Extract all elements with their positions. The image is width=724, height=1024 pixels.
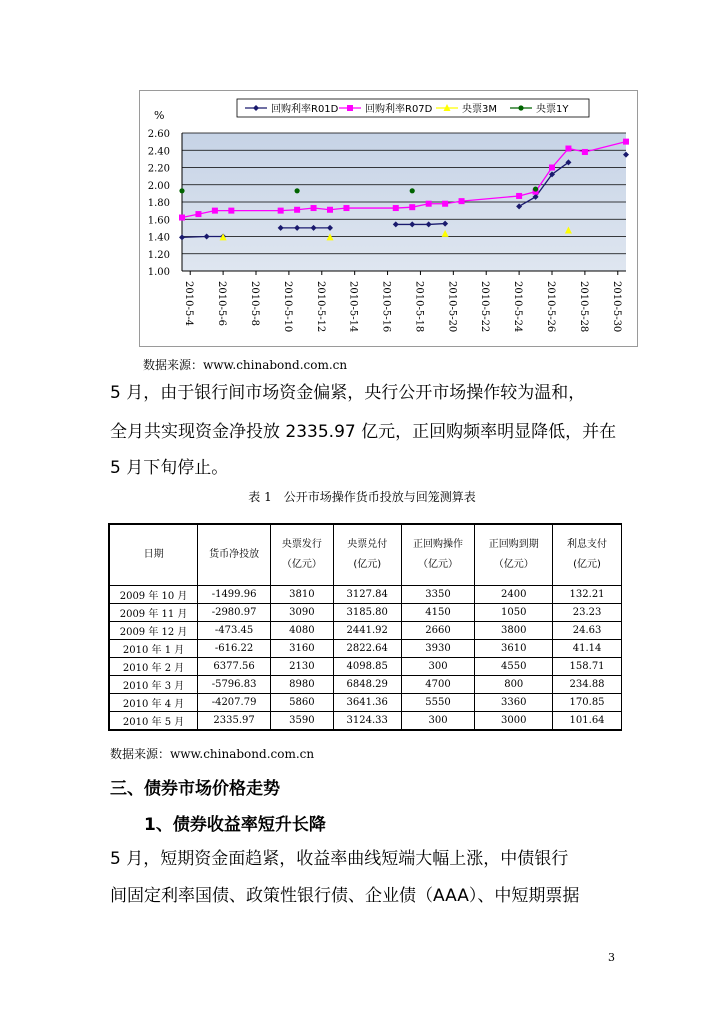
- y-tick-label: 1.00: [147, 267, 170, 278]
- para1-line3: 5 月下旬停止。: [110, 458, 229, 478]
- header-repo-operation: 正回购操作 （亿元）: [401, 524, 475, 586]
- legend-label: 央票3M: [462, 104, 497, 115]
- table-cell: 8980: [271, 676, 334, 694]
- page-number: 3: [608, 951, 615, 964]
- table-cell: 3641.36: [333, 694, 401, 712]
- table-cell: -473.45: [198, 622, 271, 640]
- operations-table: [108, 523, 622, 731]
- para2-line2: 间固定利率国债、政策性银行债、企业债（AAA）、中短期票据: [110, 886, 580, 906]
- data-point: [179, 188, 184, 193]
- table-cell: 4080: [271, 622, 334, 640]
- data-point: [311, 205, 317, 211]
- para2-line1: 5 月，短期资金面趋紧，收益率曲线短端大幅上涨，中债银行: [110, 849, 569, 869]
- data-point: [179, 215, 185, 221]
- table-cell: 2010 年 1 月: [109, 640, 198, 658]
- table-cell: 4700: [401, 676, 475, 694]
- table-cell: 3610: [475, 640, 553, 658]
- y-tick-label: 2.40: [147, 146, 170, 158]
- table-cell: 4098.85: [333, 658, 401, 676]
- x-tick-label: 2010-5-6: [216, 281, 228, 326]
- y-unit-label: %: [154, 109, 165, 122]
- data-point: [409, 204, 415, 210]
- legend-label: 央票1Y: [536, 104, 569, 115]
- header-net-injection: 货币净投放: [198, 524, 271, 586]
- chart-source: 数据来源：www.chinabond.com.cn: [143, 358, 348, 372]
- table-cell: 2010 年 2 月: [109, 658, 198, 676]
- data-point: [549, 165, 555, 171]
- x-tick-label: 2010-5-8: [249, 281, 260, 326]
- data-point: [212, 208, 218, 214]
- table-cell: 3185.80: [333, 604, 401, 622]
- data-point: [294, 207, 300, 213]
- data-point: [343, 205, 349, 211]
- table-cell: 2441.92: [333, 622, 401, 640]
- data-point: [278, 208, 284, 214]
- table-cell: 6848.29: [333, 676, 401, 694]
- table-cell: 2009 年 11 月: [109, 604, 198, 622]
- data-point: [410, 188, 415, 193]
- x-tick-label: 2010-5-14: [347, 281, 359, 333]
- legend-label: 回购利率R01D: [271, 104, 339, 115]
- table-cell: 2400: [475, 586, 553, 604]
- table-cell: 3350: [401, 586, 475, 604]
- table-cell: 2010 年 5 月: [109, 712, 198, 731]
- x-tick-label: 2010-5-12: [314, 281, 326, 333]
- table-cell: 2822.64: [333, 640, 401, 658]
- data-point: [565, 146, 571, 152]
- table-cell: 234.88: [553, 676, 622, 694]
- data-point: [426, 201, 432, 207]
- x-tick-label: 2010-5-30: [610, 281, 622, 333]
- y-tick-label: 1.40: [147, 232, 170, 244]
- table-cell: 5860: [271, 694, 334, 712]
- rate-chart-svg: [140, 91, 637, 346]
- y-tick-label: 2.20: [147, 163, 170, 175]
- x-tick-label: 2010-5-20: [446, 281, 458, 333]
- data-point: [295, 188, 300, 193]
- table-header-row: [109, 524, 622, 586]
- table-cell: 3590: [271, 712, 334, 731]
- table-cell: 3124.33: [333, 712, 401, 731]
- y-tick-label: 2.00: [147, 180, 170, 192]
- table-cell: 2660: [401, 622, 475, 640]
- table-cell: 1050: [475, 604, 553, 622]
- table-cell: -1499.96: [198, 586, 271, 604]
- table-cell: 2335.97: [198, 712, 271, 731]
- data-point: [228, 208, 234, 214]
- table-cell: 170.85: [553, 694, 622, 712]
- table-cell: -5796.83: [198, 676, 271, 694]
- y-tick-label: 1.20: [147, 249, 170, 261]
- table-row: [109, 604, 622, 622]
- data-point: [393, 205, 399, 211]
- table-caption: 表 1 公开市场操作货币投放与回笼测算表: [248, 490, 476, 504]
- table-row: [109, 658, 622, 676]
- table-cell: 3360: [475, 694, 553, 712]
- legend-label: 回购利率R07D: [365, 104, 433, 115]
- table-row: [109, 694, 622, 712]
- table-cell: -2980.97: [198, 604, 271, 622]
- header-bill-redemption: 央票兑付 (亿元): [333, 524, 401, 586]
- table-row: [109, 586, 622, 604]
- data-point: [533, 186, 538, 191]
- x-tick-label: 2010-5-4: [183, 281, 195, 326]
- table-cell: 24.63: [553, 622, 622, 640]
- table-cell: 2009 年 10 月: [109, 586, 198, 604]
- header-interest: 利息支付 (亿元): [553, 524, 622, 586]
- header-repo-maturity: 正回购到期 （亿元）: [475, 524, 553, 586]
- data-point: [347, 105, 353, 111]
- x-tick-label: 2010-5-28: [577, 281, 589, 333]
- table-row: [109, 676, 622, 694]
- x-tick-label: 2010-5-18: [413, 281, 425, 333]
- table-cell: 2010 年 4 月: [109, 694, 198, 712]
- y-tick-label: 1.60: [147, 215, 170, 227]
- table-cell: 41.14: [553, 640, 622, 658]
- table-row: [109, 640, 622, 658]
- table-cell: 300: [401, 658, 475, 676]
- table-cell: 4550: [475, 658, 553, 676]
- table-cell: -4207.79: [198, 694, 271, 712]
- x-tick-label: 2010-5-26: [545, 281, 556, 333]
- table-cell: 101.64: [553, 712, 622, 731]
- data-point: [623, 139, 629, 145]
- table-cell: 23.23: [553, 604, 622, 622]
- x-tick-label: 2010-5-22: [479, 281, 491, 333]
- table-cell: 3090: [271, 604, 334, 622]
- table-row: [109, 712, 622, 731]
- table-cell: 3930: [401, 640, 475, 658]
- table-cell: 5550: [401, 694, 475, 712]
- table-cell: 3800: [475, 622, 553, 640]
- table-cell: 3810: [271, 586, 334, 604]
- x-tick-label: 2010-5-24: [512, 281, 524, 333]
- table-cell: 132.21: [553, 586, 622, 604]
- table-cell: 3127.84: [333, 586, 401, 604]
- table-cell: 6377.56: [198, 658, 271, 676]
- table-cell: 2009 年 12 月: [109, 622, 198, 640]
- section-heading: 三、债券市场价格走势: [110, 779, 280, 799]
- table-cell: -616.22: [198, 640, 271, 658]
- table-cell: 158.71: [553, 658, 622, 676]
- data-point: [516, 193, 522, 199]
- data-point: [327, 207, 333, 213]
- table-cell: 4150: [401, 604, 475, 622]
- header-date: 日期: [109, 524, 198, 586]
- header-bill-issuance: 央票发行 （亿元）: [271, 524, 334, 586]
- y-tick-label: 1.80: [147, 198, 170, 209]
- table-cell: 2010 年 3 月: [109, 676, 198, 694]
- para1-line1: 5 月，由于银行间市场资金偏紧，央行公开市场操作较为温和，: [110, 383, 586, 403]
- table-cell: 2130: [271, 658, 334, 676]
- table-cell: 800: [475, 676, 553, 694]
- data-point: [582, 149, 588, 155]
- data-point: [442, 201, 448, 207]
- x-tick-label: 2010-5-10: [281, 281, 293, 333]
- table-row: [109, 622, 622, 640]
- table-source: 数据来源：www.chinabond.com.cn: [110, 747, 315, 761]
- subsection-heading: 1、债券收益率短升长降: [144, 815, 326, 835]
- table-cell: 3160: [271, 640, 334, 658]
- data-point: [518, 105, 523, 110]
- x-tick-label: 2010-5-16: [380, 281, 392, 333]
- table-cell: 3000: [475, 712, 553, 731]
- y-tick-label: 2.60: [147, 129, 170, 140]
- rate-chart: [139, 90, 638, 347]
- table-cell: 300: [401, 712, 475, 731]
- data-point: [195, 211, 201, 217]
- data-point: [459, 198, 465, 204]
- para1-line2: 全月共实现资金净投放 2335.97 亿元，正回购频率明显降低，并在: [110, 422, 617, 442]
